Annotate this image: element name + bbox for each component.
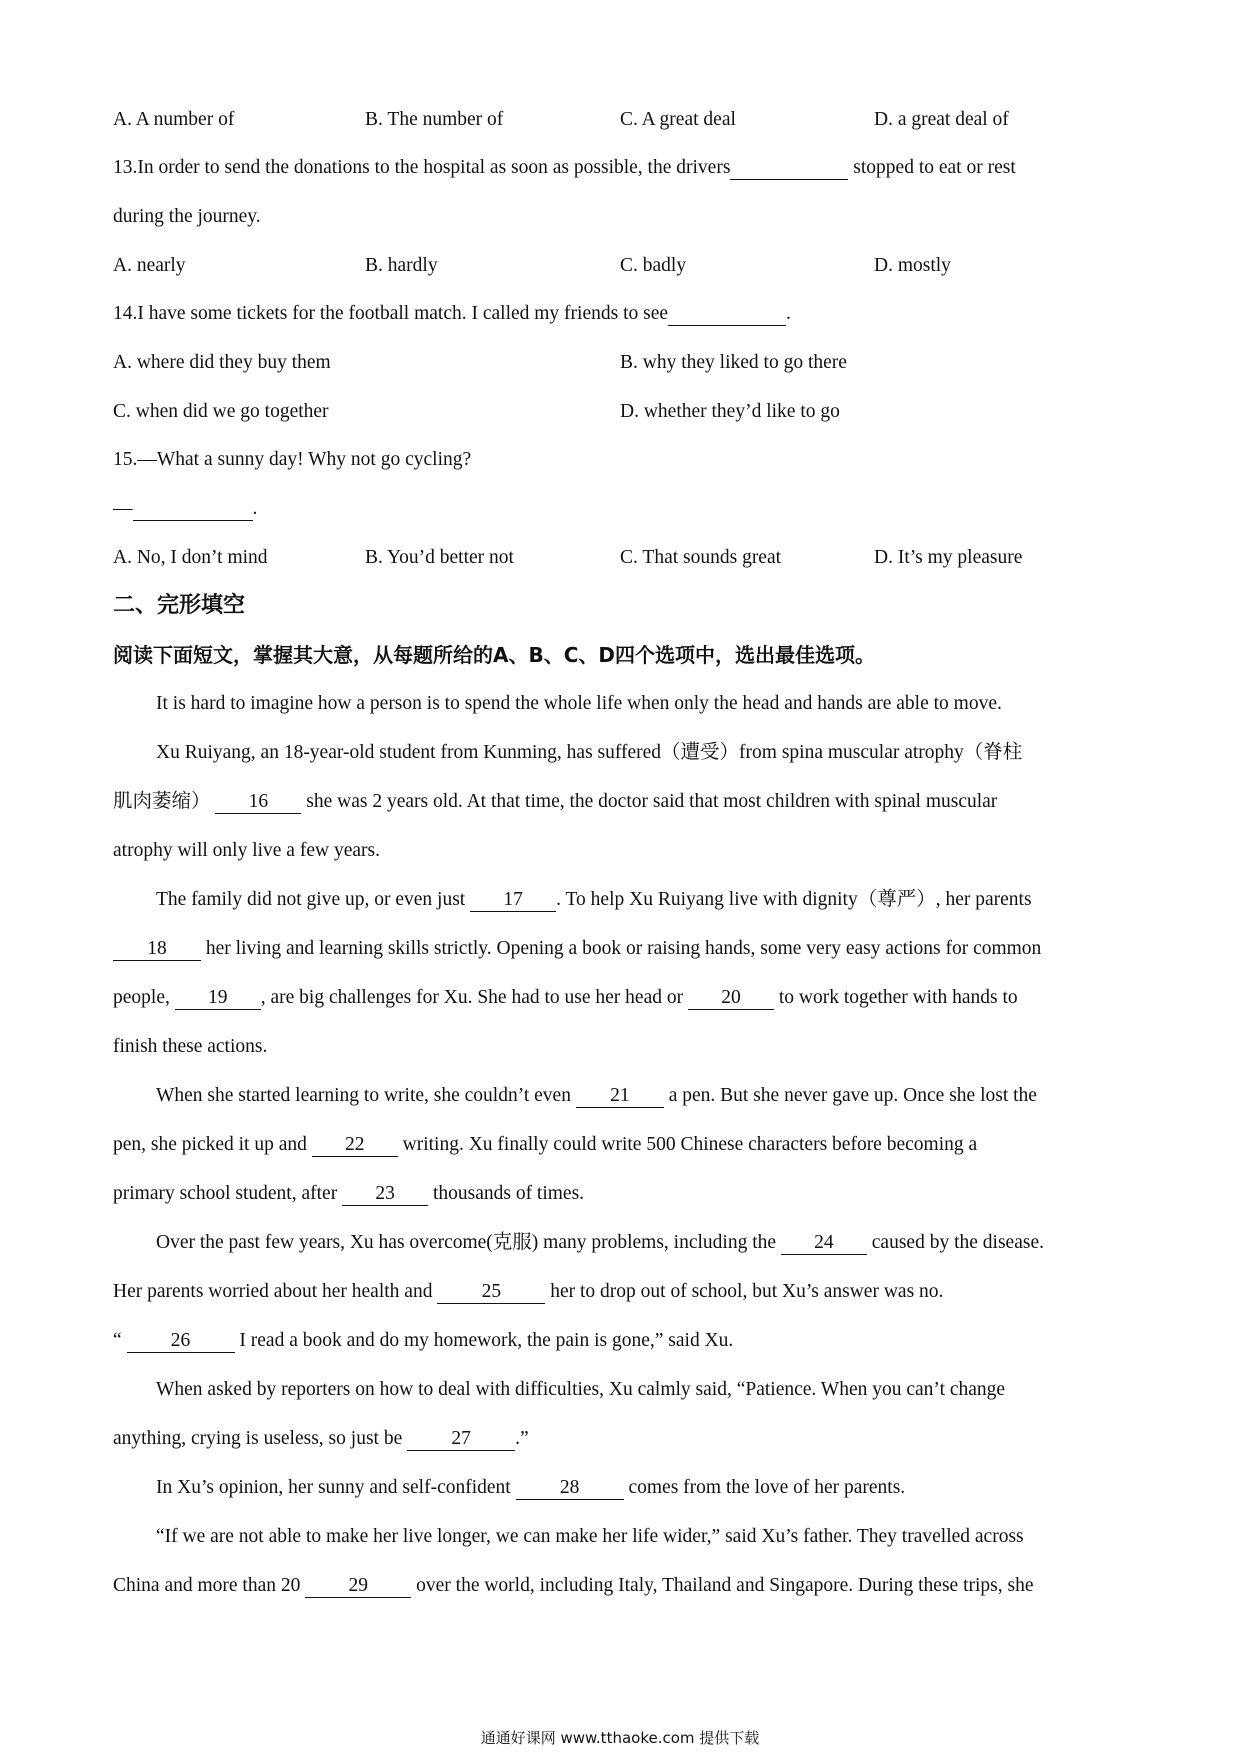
q13-stem-continued: during the journey.: [113, 206, 261, 227]
blank-22: 22: [312, 1134, 398, 1157]
q15-option-b: B. You’d better not: [365, 547, 514, 568]
blank-28: 28: [516, 1477, 624, 1500]
blank-26: 26: [127, 1330, 235, 1353]
q13-option-a: A. nearly: [113, 255, 186, 276]
passage-line-1: It is hard to imagine how a person is to spend the whole life when only the head and hands are able to move.: [156, 693, 1002, 714]
passage-text: over the world, including Italy, Thailand and Singapore. During these trips, she: [416, 1575, 1034, 1596]
q15-option-d: D. It’s my pleasure: [874, 547, 1023, 568]
passage-line-14: [113, 1327, 733, 1355]
q15-stem: 15.—What a sunny day! Why not go cycling?: [113, 449, 472, 470]
passage-line-9: [156, 1082, 1037, 1110]
q15-option-c: C. That sounds great: [620, 547, 782, 568]
q14-option-c: C. when did we go together: [113, 401, 329, 422]
page-footer: 通通好课网 www.tthaoke.com 提供下载: [480, 1729, 760, 1747]
passage-text: China and more than 20: [113, 1575, 301, 1596]
passage-line-3: [113, 788, 997, 816]
blank-21: 21: [576, 1085, 664, 1108]
passage-text: her to drop out of school, but Xu’s answer was no.: [550, 1281, 944, 1302]
passage-text: comes from the love of her parents.: [628, 1477, 906, 1498]
blank-17: 17: [470, 889, 556, 912]
passage-text: thousands of times.: [432, 1183, 585, 1204]
passage-text: I read a book and do my homework, the pain is gone,” said Xu.: [239, 1330, 734, 1351]
passage-text: In Xu’s opinion, her sunny and self-confident: [156, 1477, 511, 1498]
passage-line-16: [113, 1425, 529, 1453]
q13-option-c: C. badly: [620, 255, 687, 276]
passage-text: , are big challenges for Xu. She had to use her head or: [260, 987, 684, 1008]
q15-blank: [133, 498, 253, 521]
q12-option-c: C. A great deal: [620, 109, 736, 130]
passage-line-8: finish these actions.: [113, 1036, 268, 1057]
q15-option-a: A. No, I don’t mind: [113, 547, 268, 568]
q15-dash: —: [113, 498, 133, 519]
passage-line-7: [113, 984, 1018, 1012]
blank-20: 20: [688, 987, 774, 1010]
passage-text: “: [113, 1330, 122, 1351]
blank-25: 25: [437, 1281, 545, 1304]
passage-text: writing. Xu finally could write 500 Chinese characters before becoming a: [402, 1134, 978, 1155]
blank-16: 16: [215, 791, 301, 814]
q14-stem-text: 14.I have some tickets for the football match. I called my friends to see: [113, 303, 669, 324]
q13-stem-text-a: 13.In order to send the donations to the hospital as soon as possible, the drivers: [113, 157, 731, 178]
passage-line-15: When asked by reporters on how to deal with difficulties, Xu calmly said, “Patience. When you can’t change: [156, 1379, 1006, 1400]
q14-stem: 14.I have some tickets for the football match. I called my friends to see .: [113, 303, 791, 324]
q12-option-b: B. The number of: [365, 109, 504, 130]
q14-option-a: A. where did they buy them: [113, 352, 331, 373]
passage-text: Her parents worried about her health and: [113, 1281, 433, 1302]
blank-18: 18: [113, 938, 201, 961]
q12-option-a: A. A number of: [113, 109, 235, 130]
passage-text: .”: [515, 1428, 529, 1449]
q13-blank: [730, 157, 848, 180]
passage-text: caused by the disease.: [871, 1232, 1044, 1253]
passage-text: 肌肉萎缩）: [113, 791, 211, 812]
section-instruction: 阅读下面短文，掌握其大意，从每题所给的A、B、C、D四个选项中，选出最佳选项。: [113, 643, 876, 667]
passage-line-10: [113, 1131, 977, 1159]
q12-option-d: D. a great deal of: [874, 109, 1009, 130]
passage-line-5: [156, 886, 1032, 914]
passage-line-18: “If we are not able to make her live longer, we can make her life wider,” said Xu’s father. They travelled across: [156, 1526, 1024, 1547]
passage-text: The family did not give up, or even just: [156, 889, 466, 910]
passage-text: primary school student, after: [113, 1183, 338, 1204]
q13-option-d: D. mostly: [874, 255, 951, 276]
blank-24: 24: [781, 1232, 867, 1255]
blank-19: 19: [175, 987, 261, 1010]
passage-text: people,: [113, 987, 170, 1008]
q14-option-b: B. why they liked to go there: [620, 352, 847, 373]
passage-text: to work together with hands to: [778, 987, 1018, 1008]
passage-text: a pen. But she never gave up. Once she lost the: [668, 1085, 1037, 1106]
q15-answer-line: — .: [113, 498, 258, 519]
passage-line-2: Xu Ruiyang, an 18-year-old student from Kunming, has suffered（遭受）from spina muscular atrophy（脊柱: [156, 742, 1023, 763]
passage-line-13: [113, 1278, 943, 1306]
q13-option-b: B. hardly: [365, 255, 438, 276]
passage-text: pen, she picked it up and: [113, 1134, 307, 1155]
blank-27: 27: [407, 1428, 515, 1451]
passage-line-19: [113, 1572, 1034, 1600]
blank-29: 29: [305, 1575, 411, 1598]
q13-stem: [113, 154, 1016, 182]
q13-stem-text-b: stopped to eat or rest: [853, 157, 1016, 178]
passage-text: When she started learning to write, she couldn’t even: [156, 1085, 571, 1106]
q14-option-d: D. whether they’d like to go: [620, 401, 840, 422]
passage-text: her living and learning skills strictly. Opening a book or raising hands, some very easy actions for common: [205, 938, 1042, 959]
q14-blank: [668, 303, 786, 326]
passage-line-12: [156, 1229, 1044, 1257]
passage-text: she was 2 years old. At that time, the doctor said that most children with spinal muscular: [306, 791, 998, 812]
passage-text: anything, crying is useless, so just be: [113, 1428, 403, 1449]
section-title: 二、完形填空: [113, 593, 246, 618]
passage-text: Over the past few years, Xu has overcome(克服) many problems, including the: [156, 1232, 777, 1253]
passage-line-17: [156, 1474, 905, 1502]
blank-23: 23: [342, 1183, 428, 1206]
passage-text: . To help Xu Ruiyang live with dignity（尊严）, her parents: [556, 889, 1032, 910]
passage-line-11: [113, 1180, 584, 1208]
passage-line-4: atrophy will only live a few years.: [113, 840, 380, 861]
passage-line-6: [113, 935, 1041, 963]
